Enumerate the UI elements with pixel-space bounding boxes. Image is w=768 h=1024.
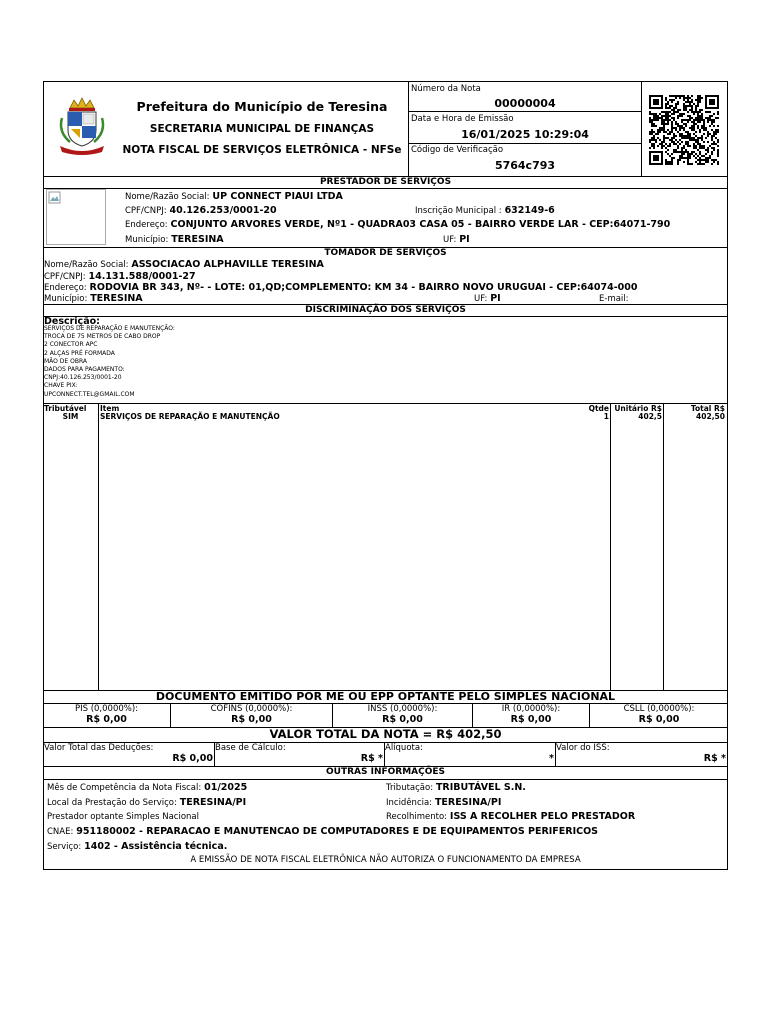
table-row: [43, 412, 728, 422]
deducoes-label: Valor Total das Deduções:: [44, 743, 154, 753]
valor-total-nota: VALOR TOTAL DA NOTA = R$ 402,50: [269, 727, 502, 741]
tomador-cnpj-label: CPF/CNPJ:: [44, 272, 86, 282]
tomador-nome-value: ASSOCIACAO ALPHAVILLE TERESINA: [131, 259, 324, 270]
tax-value: R$ 0,00: [231, 714, 272, 725]
prestador-nome-value: UP CONNECT PIAUI LTDA: [212, 191, 343, 202]
codigo-verificacao-label: Código de Verificação: [411, 145, 504, 155]
codigo-verificacao-value: 5764c793: [494, 159, 556, 172]
servico-label: Serviço:: [47, 842, 82, 852]
base-calculo-value: R$ *: [360, 753, 383, 764]
tax-cofins: [171, 704, 332, 725]
divider: [408, 143, 641, 144]
tax-value: R$ 0,00: [638, 714, 680, 725]
prestador-endereco-label: Endereço:: [125, 220, 168, 230]
tomador-municipio-label: Município:: [44, 294, 88, 304]
deducoes-value: R$ 0,00: [172, 753, 213, 764]
prestador-endereco: [125, 219, 670, 230]
col-divider: [98, 403, 99, 690]
header-title: Prefeitura do Município de Teresina: [136, 99, 388, 114]
incidencia-value: TERESINA/PI: [434, 797, 502, 808]
aliquota-value: *: [549, 753, 554, 764]
competencia-value: 01/2025: [204, 782, 248, 793]
servico: [47, 841, 227, 852]
valor-iss-label: Valor do ISS:: [556, 743, 610, 753]
tomador-email-label: E-mail:: [599, 294, 629, 304]
local-prestacao: [47, 797, 246, 808]
prestador-im-value: 632149-6: [504, 205, 555, 216]
incidencia-label: Incidência:: [386, 798, 433, 808]
col-divider: [610, 403, 611, 690]
descricao-lines: [44, 325, 175, 399]
tomador-section-title: TOMADOR DE SERVIÇOS: [324, 248, 447, 258]
row-item: SERVIÇOS DE REPARAÇÃO E MANUTENÇÃO: [100, 412, 280, 421]
broken-image-icon: [46, 189, 106, 245]
tax-label: COFINS (0,0000%):: [210, 704, 293, 714]
recolhimento-value: ISS A RECOLHER PELO PRESTADOR: [449, 811, 636, 822]
tomador-cnpj: [44, 271, 196, 282]
header-secretaria: SECRETARIA MUNICIPAL DE FINANÇAS: [149, 123, 375, 135]
prestador-cnpj-label: CPF/CNPJ:: [125, 206, 167, 216]
prestador-endereco-value: CONJUNTO ARVORES VERDE, Nº1 - QUADRA03 CASA 05 - BAIRRO VERDE LAR - CEP:64071-790: [170, 219, 671, 230]
tomador-municipio: [44, 293, 143, 304]
prestador-uf: [443, 234, 470, 245]
tributacao-value: TRIBUTÁVEL S.N.: [435, 782, 526, 793]
aviso-funcionamento: A EMISSÃO DE NOTA FISCAL ELETRÔNICA NÃO AUTORIZA O FUNCIONAMENTO DA EMPRESA: [190, 855, 581, 865]
descricao-line: UPCONNECT.TEL@GMAIL.COM: [44, 390, 135, 398]
descricao-line: TROCA DE 75 METROS DE CABO DROP: [44, 333, 161, 341]
descricao-line: MÃO DE OBRA: [44, 357, 87, 365]
prestador-municipio-value: TERESINA: [171, 234, 224, 245]
col-divider: [663, 403, 664, 690]
tax-pis: [43, 704, 170, 725]
base-calculo-label: Base de Cálculo:: [215, 743, 286, 753]
col-header-total: Total R$: [690, 404, 725, 413]
descricao-line: CHAVE PIX:: [44, 382, 78, 390]
row-tributavel: SIM: [62, 412, 79, 421]
row-unitario: 402,5: [638, 412, 662, 421]
tax-label: PIS (0,0000%):: [74, 704, 139, 714]
descricao-line: 2 ALÇAS PRÉ FORMADA: [44, 349, 115, 357]
prestador-uf-value: PI: [459, 234, 470, 245]
prestador-section-title: PRESTADOR DE SERVIÇOS: [319, 177, 452, 187]
tributacao-label: Tributação:: [386, 783, 434, 793]
outras-section-title: OUTRAS INFORMAÇÕES: [325, 767, 446, 777]
recolhimento-label: Recolhimento:: [386, 812, 448, 822]
valor-iss-value: R$ *: [703, 753, 726, 764]
local-label: Local da Prestação do Serviço:: [47, 798, 177, 808]
discriminacao-section-title: DISCRIMINAÇÃO DOS SERVIÇOS: [305, 305, 466, 315]
tomador-municipio-value: TERESINA: [90, 293, 143, 304]
competencia: [47, 782, 247, 793]
prestador-nome-label: Nome/Razão Social:: [125, 192, 210, 202]
row-qtde: 1: [603, 412, 609, 421]
coat-of-arms-icon: [56, 96, 108, 158]
prestador-im-label: Inscrição Municipal :: [415, 206, 502, 216]
qr-code-icon: [649, 95, 719, 165]
divider: [43, 779, 728, 780]
tax-ir: [473, 704, 589, 725]
descricao-line: DADOS PARA PAGAMENTO:: [44, 366, 125, 374]
tax-value: R$ 0,00: [86, 714, 127, 725]
prestador-inscricao: [415, 205, 555, 216]
data-emissao-value: 16/01/2025 10:29:04: [461, 128, 589, 141]
simples-nacional-banner: DOCUMENTO EMITIDO POR ME OU EPP OPTANTE PELO SIMPLES NACIONAL: [155, 690, 616, 703]
cnae: [47, 826, 598, 837]
tax-csll: [590, 704, 728, 725]
descricao-line: CNPJ:40.126.253/0001-20: [44, 374, 122, 382]
numero-nota-label: Número da Nota: [411, 84, 481, 94]
tomador-uf: [474, 293, 501, 304]
prestador-municipio: [125, 234, 224, 245]
tomador-endereco-label: Endereço:: [44, 283, 87, 293]
tax-label: CSLL (0,0000%):: [623, 704, 695, 714]
tomador-nome: [44, 259, 324, 270]
col-header-item: Item: [100, 404, 120, 413]
cnae-label: CNAE:: [47, 827, 74, 837]
competencia-label: Mês de Competência da Nota Fiscal:: [47, 783, 202, 793]
tax-inss: [333, 704, 472, 725]
prestador-cnpj-value: 40.126.253/0001-20: [169, 205, 277, 216]
descricao-line: SERVIÇOS DE REPARAÇÃO E MANUTENÇÃO:: [44, 325, 175, 332]
divider: [43, 188, 728, 189]
local-value: TERESINA/PI: [179, 797, 247, 808]
data-emissao-label: Data e Hora de Emissão: [411, 114, 514, 124]
tributacao: [386, 782, 526, 793]
tomador-nome-label: Nome/Razão Social:: [44, 260, 129, 270]
col-header-unitario: Unitário R$: [614, 404, 662, 413]
divider: [43, 316, 728, 317]
servico-value: 1402 - Assistência técnica.: [84, 841, 228, 852]
numero-nota-value: 00000004: [494, 97, 556, 110]
tomador-endereco-value: RODOVIA BR 343, Nº- - LOTE: 01,QD;COMPLEMENTO: KM 34 - BAIRRO NOVO URUGUAI - CEP:64074-000: [89, 282, 638, 293]
tomador-endereco: [44, 282, 637, 293]
incidencia: [386, 797, 501, 808]
col-header-tributavel: Tributável: [44, 404, 87, 413]
divider: [408, 111, 641, 112]
row-total: 402,50: [696, 412, 725, 421]
tomador-uf-label: UF:: [474, 294, 488, 304]
header-doc-type: NOTA FISCAL DE SERVIÇOS ELETRÔNICA - NFSe: [122, 144, 402, 156]
cnae-value: 951180002 - REPARACAO E MANUTENCAO DE COMPUTADORES E DE EQUIPAMENTOS PERIFERICOS: [76, 826, 599, 837]
tomador-uf-value: PI: [490, 293, 501, 304]
tax-value: R$ 0,00: [510, 714, 552, 725]
descricao-label: Descrição:: [44, 316, 100, 327]
prestador-nome: [125, 191, 343, 202]
recolhimento: [386, 811, 635, 822]
tax-label: INSS (0,0000%):: [367, 704, 438, 714]
tax-value: R$ 0,00: [382, 714, 423, 725]
tomador-cnpj-value: 14.131.588/0001-27: [88, 271, 196, 282]
optante-simples: Prestador optante Simples Nacional: [47, 812, 199, 822]
tax-label: IR (0,0000%):: [501, 704, 561, 714]
col-header-qtde: Qtde: [588, 404, 609, 413]
prestador-cnpj: [125, 205, 277, 216]
descricao-line: 2 CONECTOR APC: [44, 341, 98, 349]
aliquota-label: Alíquota:: [385, 743, 423, 753]
prestador-municipio-label: Município:: [125, 235, 169, 245]
header-divider-right: [641, 81, 642, 176]
prestador-uf-label: UF:: [443, 235, 457, 245]
